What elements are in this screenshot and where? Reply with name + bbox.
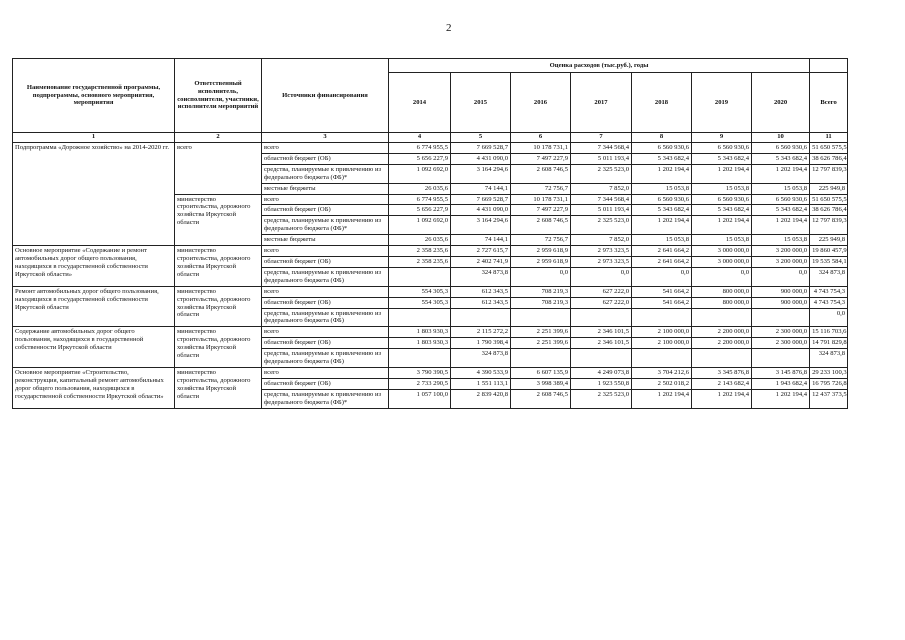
- amount-cell: 1 202 194,4: [632, 164, 692, 183]
- amount-cell: [692, 308, 752, 327]
- amount-cell: [451, 308, 511, 327]
- table-row: [13, 327, 848, 338]
- amount-cell: [389, 349, 451, 368]
- amount-cell: 1 202 194,4: [752, 389, 810, 408]
- amount-cell: 6 560 930,6: [632, 143, 692, 154]
- amount-cell: 1 202 194,4: [752, 164, 810, 183]
- header-year: 2019: [692, 73, 752, 133]
- amount-cell: 51 650 575,5: [810, 194, 848, 205]
- amount-cell: 1 923 550,8: [571, 378, 632, 389]
- amount-cell: 5 343 682,4: [692, 153, 752, 164]
- amount-cell: [752, 349, 810, 368]
- amount-cell: 2 200 000,0: [692, 327, 752, 338]
- column-index-row: [13, 133, 848, 143]
- amount-cell: 7 852,0: [571, 183, 632, 194]
- amount-cell: 2 346 101,5: [571, 327, 632, 338]
- amount-cell: 6 774 955,5: [389, 194, 451, 205]
- amount-cell: [571, 349, 632, 368]
- funding-source-cell: средства, планируемые к привлечению из федерального бюджета (ФБ): [262, 267, 389, 286]
- funding-source-cell: местные бюджеты: [262, 235, 389, 246]
- amount-cell: 3 000 000,0: [692, 246, 752, 257]
- responsible-cell: министерство строительства, дорожного хозяйства Иркутской области: [175, 286, 262, 327]
- amount-cell: 19 860 457,9: [810, 246, 848, 257]
- amount-cell: 1 202 194,4: [692, 389, 752, 408]
- amount-cell: 7 344 568,4: [571, 194, 632, 205]
- amount-cell: 15 053,8: [692, 183, 752, 194]
- table-row: [13, 286, 848, 297]
- amount-cell: 1 790 398,4: [451, 338, 511, 349]
- amount-cell: 14 791 829,8: [810, 338, 848, 349]
- amount-cell: 1 202 194,4: [692, 164, 752, 183]
- amount-cell: [511, 308, 571, 327]
- amount-cell: 2 325 523,0: [571, 164, 632, 183]
- amount-cell: 16 795 726,8: [810, 378, 848, 389]
- column-index-cell: 6: [511, 133, 571, 143]
- header-year: 2018: [632, 73, 692, 133]
- funding-source-cell: местные бюджеты: [262, 183, 389, 194]
- amount-cell: 6 560 930,6: [752, 143, 810, 154]
- amount-cell: 0,0: [810, 308, 848, 327]
- amount-cell: 5 343 682,4: [632, 205, 692, 216]
- responsible-cell: министерство строительства, дорожного хозяйства Иркутской области: [175, 194, 262, 246]
- activity-name-cell: Основное мероприятие «Строительство, реконструкция, капитальный ремонт автомобильных дорог общего пользования, находящихся в государственной собственности Иркутской области»: [13, 367, 175, 408]
- funding-source-cell: всего: [262, 143, 389, 154]
- amount-cell: 2 973 323,5: [571, 256, 632, 267]
- column-index-cell: 8: [632, 133, 692, 143]
- funding-source-cell: средства, планируемые к привлечению из федерального бюджета (ФБ)*: [262, 389, 389, 408]
- amount-cell: 2 608 746,5: [511, 216, 571, 235]
- amount-cell: 1 551 113,1: [451, 378, 511, 389]
- amount-cell: 225 949,8: [810, 183, 848, 194]
- amount-cell: 3 200 000,0: [752, 256, 810, 267]
- amount-cell: 29 233 100,3: [810, 367, 848, 378]
- amount-cell: 900 000,0: [752, 286, 810, 297]
- funding-source-cell: областной бюджет (ОБ): [262, 378, 389, 389]
- amount-cell: 5 343 682,4: [632, 153, 692, 164]
- table-row: [13, 367, 848, 378]
- funding-source-cell: областной бюджет (ОБ): [262, 205, 389, 216]
- amount-cell: 2 733 290,5: [389, 378, 451, 389]
- header-year: 2016: [511, 73, 571, 133]
- amount-cell: 2 143 682,4: [692, 378, 752, 389]
- amount-cell: 3 704 212,6: [632, 367, 692, 378]
- funding-source-cell: всего: [262, 246, 389, 257]
- financing-table: [12, 58, 848, 409]
- amount-cell: 3 145 876,8: [752, 367, 810, 378]
- funding-source-cell: всего: [262, 194, 389, 205]
- amount-cell: 1 057 100,0: [389, 389, 451, 408]
- amount-cell: 2 251 399,6: [511, 338, 571, 349]
- amount-cell: 554 305,3: [389, 286, 451, 297]
- table-body: [13, 143, 848, 409]
- amount-cell: 1 202 194,4: [632, 216, 692, 235]
- amount-cell: 38 626 786,4: [810, 205, 848, 216]
- amount-cell: 2 100 000,0: [632, 338, 692, 349]
- amount-cell: 1 092 692,0: [389, 164, 451, 183]
- amount-cell: 2 959 618,9: [511, 246, 571, 257]
- header-estimate: Оценка расходов (тыс.руб.), годы: [389, 59, 810, 73]
- amount-cell: 3 164 294,6: [451, 164, 511, 183]
- amount-cell: 1 943 682,4: [752, 378, 810, 389]
- responsible-cell: министерство строительства, дорожного хозяйства Иркутской области: [175, 367, 262, 408]
- amount-cell: 0,0: [571, 267, 632, 286]
- amount-cell: 1 202 194,4: [752, 216, 810, 235]
- amount-cell: [692, 349, 752, 368]
- amount-cell: 2 641 664,2: [632, 246, 692, 257]
- amount-cell: 2 727 615,7: [451, 246, 511, 257]
- responsible-cell: министерство строительства, дорожного хозяйства Иркутской области: [175, 327, 262, 368]
- amount-cell: 627 222,0: [571, 286, 632, 297]
- amount-cell: 612 343,5: [451, 297, 511, 308]
- amount-cell: 15 053,8: [692, 235, 752, 246]
- amount-cell: 2 325 523,0: [571, 389, 632, 408]
- amount-cell: 2 115 272,2: [451, 327, 511, 338]
- amount-cell: 324 873,8: [810, 267, 848, 286]
- amount-cell: 74 144,1: [451, 235, 511, 246]
- header-total: Всего: [810, 73, 848, 133]
- amount-cell: 0,0: [632, 267, 692, 286]
- funding-source-cell: областной бюджет (ОБ): [262, 256, 389, 267]
- header-sources: Источники финансирования: [262, 59, 389, 133]
- funding-source-cell: областной бюджет (ОБ): [262, 297, 389, 308]
- amount-cell: 4 431 090,0: [451, 153, 511, 164]
- amount-cell: 7 497 227,9: [511, 153, 571, 164]
- amount-cell: 225 949,8: [810, 235, 848, 246]
- amount-cell: 0,0: [752, 267, 810, 286]
- funding-source-cell: средства, планируемые к привлечению из федерального бюджета (ФБ): [262, 349, 389, 368]
- amount-cell: 554 305,3: [389, 297, 451, 308]
- column-index-cell: 10: [752, 133, 810, 143]
- amount-cell: 26 035,6: [389, 183, 451, 194]
- column-index-cell: 4: [389, 133, 451, 143]
- funding-source-cell: средства, планируемые к привлечению из федерального бюджета (ФБ): [262, 308, 389, 327]
- funding-source-cell: средства, планируемые к привлечению из федерального бюджета (ФБ)*: [262, 164, 389, 183]
- amount-cell: 6 560 930,6: [692, 194, 752, 205]
- amount-cell: 4 743 754,3: [810, 297, 848, 308]
- amount-cell: 38 626 786,4: [810, 153, 848, 164]
- amount-cell: 2 346 101,5: [571, 338, 632, 349]
- amount-cell: 2 502 018,2: [632, 378, 692, 389]
- amount-cell: 5 343 682,4: [752, 153, 810, 164]
- amount-cell: 1 803 930,3: [389, 327, 451, 338]
- amount-cell: 3 345 876,8: [692, 367, 752, 378]
- column-index-cell: 1: [13, 133, 175, 143]
- amount-cell: 708 219,3: [511, 286, 571, 297]
- amount-cell: 541 664,2: [632, 297, 692, 308]
- table-row: [13, 246, 848, 257]
- amount-cell: 7 497 227,9: [511, 205, 571, 216]
- amount-cell: 15 053,8: [752, 235, 810, 246]
- header-year: 2015: [451, 73, 511, 133]
- amount-cell: 324 873,8: [451, 349, 511, 368]
- amount-cell: 1 092 692,0: [389, 216, 451, 235]
- amount-cell: [752, 308, 810, 327]
- amount-cell: 0,0: [511, 267, 571, 286]
- amount-cell: 4 743 754,3: [810, 286, 848, 297]
- amount-cell: 2 100 000,0: [632, 327, 692, 338]
- amount-cell: 2 325 523,0: [571, 216, 632, 235]
- amount-cell: 7 669 528,7: [451, 143, 511, 154]
- amount-cell: 0,0: [692, 267, 752, 286]
- amount-cell: 2 608 746,5: [511, 164, 571, 183]
- amount-cell: 3 164 294,6: [451, 216, 511, 235]
- amount-cell: 900 000,0: [752, 297, 810, 308]
- column-index-cell: 7: [571, 133, 632, 143]
- amount-cell: 2 973 323,5: [571, 246, 632, 257]
- column-index-cell: 5: [451, 133, 511, 143]
- amount-cell: 15 053,8: [632, 183, 692, 194]
- amount-cell: 612 343,5: [451, 286, 511, 297]
- amount-cell: 10 178 731,1: [511, 143, 571, 154]
- amount-cell: [632, 349, 692, 368]
- page-number: 2: [446, 22, 452, 34]
- amount-cell: 5 656 227,9: [389, 153, 451, 164]
- amount-cell: 3 998 389,4: [511, 378, 571, 389]
- amount-cell: 800 000,0: [692, 286, 752, 297]
- amount-cell: 708 219,3: [511, 297, 571, 308]
- amount-cell: 2 300 000,0: [752, 338, 810, 349]
- column-index-cell: 3: [262, 133, 389, 143]
- amount-cell: 19 535 584,1: [810, 256, 848, 267]
- amount-cell: 2 641 664,2: [632, 256, 692, 267]
- amount-cell: 800 000,0: [692, 297, 752, 308]
- amount-cell: 26 035,6: [389, 235, 451, 246]
- amount-cell: 15 053,8: [752, 183, 810, 194]
- amount-cell: 5 343 682,4: [692, 205, 752, 216]
- amount-cell: 72 756,7: [511, 235, 571, 246]
- table-row: [13, 143, 848, 154]
- amount-cell: [389, 267, 451, 286]
- amount-cell: 4 390 533,9: [451, 367, 511, 378]
- amount-cell: 2 959 618,9: [511, 256, 571, 267]
- amount-cell: 5 343 682,4: [752, 205, 810, 216]
- activity-name-cell: Подпрограмма «Дорожное хозяйство» на 2014-2020 гг.: [13, 143, 175, 246]
- amount-cell: 1 803 930,3: [389, 338, 451, 349]
- amount-cell: 7 669 528,7: [451, 194, 511, 205]
- funding-source-cell: областной бюджет (ОБ): [262, 338, 389, 349]
- amount-cell: [511, 349, 571, 368]
- amount-cell: [632, 308, 692, 327]
- amount-cell: 15 053,8: [632, 235, 692, 246]
- activity-name-cell: Основное мероприятие «Содержание и ремонт автомобильных дорог общего пользования, находящихся в государственной собственности Иркутской области»: [13, 246, 175, 287]
- amount-cell: 6 560 930,6: [752, 194, 810, 205]
- header-name: Наименование государственной программы, подпрограммы, основного мероприятия, мероприятия: [13, 59, 175, 133]
- amount-cell: 1 202 194,4: [632, 389, 692, 408]
- amount-cell: 2 251 399,6: [511, 327, 571, 338]
- funding-source-cell: всего: [262, 327, 389, 338]
- amount-cell: 2 358 235,6: [389, 256, 451, 267]
- column-index-cell: 9: [692, 133, 752, 143]
- amount-cell: 6 560 930,6: [692, 143, 752, 154]
- amount-cell: 12 797 839,3: [810, 164, 848, 183]
- amount-cell: 5 011 193,4: [571, 153, 632, 164]
- amount-cell: 74 144,1: [451, 183, 511, 194]
- amount-cell: 2 608 746,5: [511, 389, 571, 408]
- column-index-cell: 11: [810, 133, 848, 143]
- amount-cell: 627 222,0: [571, 297, 632, 308]
- responsible-cell: всего: [175, 143, 262, 195]
- amount-cell: 324 873,8: [451, 267, 511, 286]
- amount-cell: [571, 308, 632, 327]
- amount-cell: 2 839 420,8: [451, 389, 511, 408]
- amount-cell: [389, 308, 451, 327]
- column-index-cell: 2: [175, 133, 262, 143]
- responsible-cell: министерство строительства, дорожного хозяйства Иркутской области: [175, 246, 262, 287]
- amount-cell: 10 178 731,1: [511, 194, 571, 205]
- funding-source-cell: средства, планируемые к привлечению из федерального бюджета (ФБ)*: [262, 216, 389, 235]
- funding-source-cell: всего: [262, 367, 389, 378]
- activity-name-cell: Содержание автомобильных дорог общего пользования, находящихся в государственной собственности Иркутской области: [13, 327, 175, 368]
- header-year: 2014: [389, 73, 451, 133]
- amount-cell: 5 011 193,4: [571, 205, 632, 216]
- amount-cell: 2 402 741,9: [451, 256, 511, 267]
- amount-cell: 2 200 000,0: [692, 338, 752, 349]
- amount-cell: 51 650 575,5: [810, 143, 848, 154]
- amount-cell: 4 249 073,8: [571, 367, 632, 378]
- amount-cell: 541 664,2: [632, 286, 692, 297]
- amount-cell: 5 656 227,9: [389, 205, 451, 216]
- amount-cell: 3 000 000,0: [692, 256, 752, 267]
- header-year: 2017: [571, 73, 632, 133]
- funding-source-cell: всего: [262, 286, 389, 297]
- amount-cell: 3 790 390,5: [389, 367, 451, 378]
- header-empty: [810, 59, 848, 73]
- amount-cell: 7 852,0: [571, 235, 632, 246]
- amount-cell: 7 344 568,4: [571, 143, 632, 154]
- amount-cell: 6 560 930,6: [632, 194, 692, 205]
- header-year: 2020: [752, 73, 810, 133]
- header-responsible: Ответственный исполнитель, соисполнители, участники, исполнители мероприятий: [175, 59, 262, 133]
- amount-cell: 4 431 090,0: [451, 205, 511, 216]
- activity-name-cell: Ремонт автомобильных дорог общего пользования, находящихся в государственной собственности Иркутской области: [13, 286, 175, 327]
- amount-cell: 1 202 194,4: [692, 216, 752, 235]
- amount-cell: 2 300 000,0: [752, 327, 810, 338]
- amount-cell: 72 756,7: [511, 183, 571, 194]
- funding-source-cell: областной бюджет (ОБ): [262, 153, 389, 164]
- amount-cell: 15 116 703,6: [810, 327, 848, 338]
- amount-cell: 3 200 000,0: [752, 246, 810, 257]
- amount-cell: 12 797 839,3: [810, 216, 848, 235]
- amount-cell: 2 358 235,6: [389, 246, 451, 257]
- amount-cell: 324 873,8: [810, 349, 848, 368]
- amount-cell: 12 437 373,5: [810, 389, 848, 408]
- amount-cell: 6 607 135,9: [511, 367, 571, 378]
- amount-cell: 6 774 955,5: [389, 143, 451, 154]
